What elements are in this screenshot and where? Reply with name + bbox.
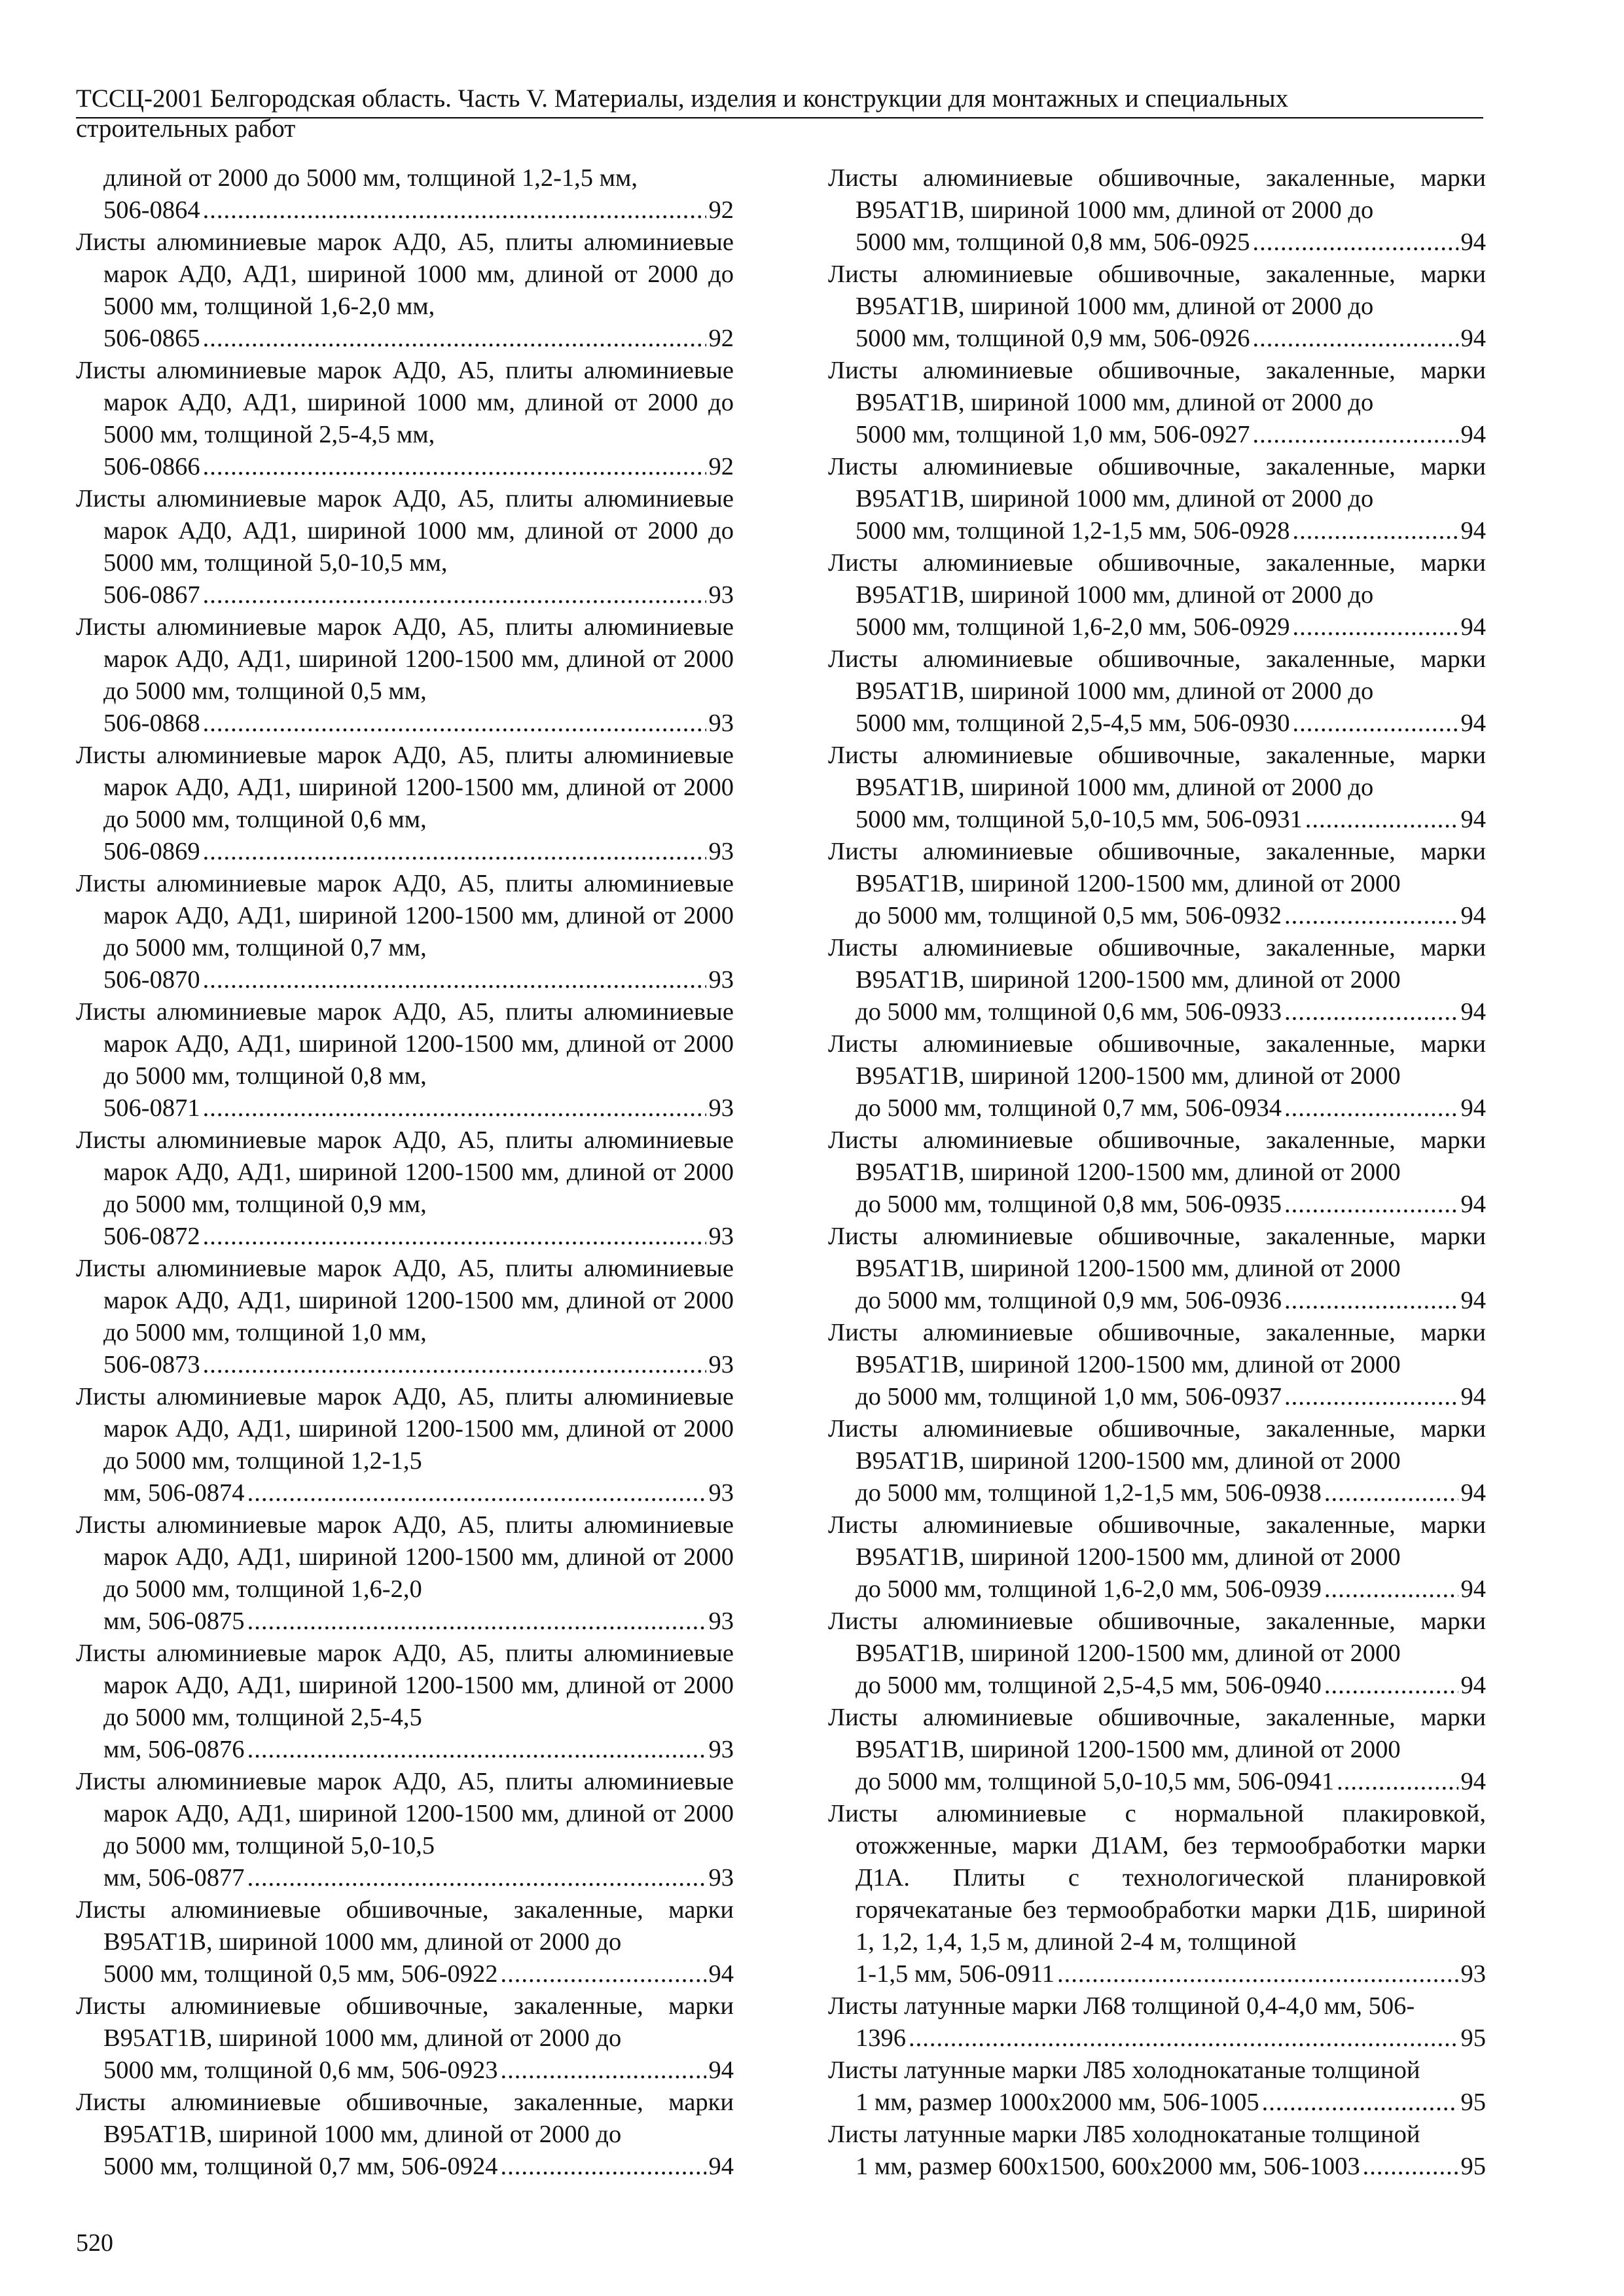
index-entry-page: 94	[1460, 998, 1486, 1026]
index-entry-text: Листы алюминиевые обшивочные, закаленные, марки В95АТ1В, шириной 1000 мм, длиной от 2000 до	[828, 742, 1486, 801]
index-entry-leader-line	[103, 323, 734, 355]
index-entry-leader-line	[856, 1573, 1486, 1605]
header-rule	[76, 117, 1483, 118]
index-entry-code: 506-0873	[103, 1351, 200, 1378]
index-entry-text: Листы алюминиевые обшивочные, закаленные, марки В95АТ1В, шириной 1200-1500 мм, длиной от 2000	[828, 1415, 1486, 1475]
dot-leader	[203, 1349, 706, 1381]
index-entry	[828, 2054, 1486, 2119]
index-entry-text: Листы алюминиевые марок АД0, А5, плиты алюминиевые марок АД0, АД1, шириной 1200-1500 мм, длиной от 2000 до 5000 мм, толщиной 0,6 мм,	[76, 742, 734, 833]
index-entry-code: мм, 506-0875	[103, 1607, 245, 1635]
index-entry-code: до 5000 мм, толщиной 1,2-1,5 мм, 506-0938	[856, 1479, 1322, 1507]
index-entry	[828, 2119, 1486, 2183]
index-entry	[76, 740, 734, 868]
index-entry-text: Листы алюминиевые обшивочные, закаленные, марки В95АТ1В, шириной 1000 мм, длиной от 2000 до	[828, 260, 1486, 320]
index-entry-leader-line	[103, 1477, 734, 1509]
index-entry-text: Листы алюминиевые марок АД0, А5, плиты алюминиевые марок АД0, АД1, шириной 1200-1500 мм, длиной от 2000 до 5000 мм, толщиной 0,7 мм,	[76, 870, 734, 961]
index-entry-code: 506-0869	[103, 838, 200, 865]
dot-leader	[1253, 226, 1458, 259]
index-entry-leader-line	[856, 1766, 1486, 1798]
index-entry-code: 1 мм, размер 600х1500, 600х2000 мм, 506-1003	[856, 2153, 1360, 2180]
dot-leader	[1284, 1285, 1458, 1317]
dot-leader	[501, 2054, 706, 2087]
index-entry-leader-line	[103, 1349, 734, 1381]
index-entry-code: 506-0867	[103, 581, 200, 609]
index-entry-leader-line	[856, 1477, 1486, 1509]
index-entry-page: 93	[708, 1223, 734, 1250]
index-entry-text: длиной от 2000 до 5000 мм, толщиной 1,2-1,5 мм,	[103, 164, 638, 192]
index-entry-code: до 5000 мм, толщиной 0,8 мм, 506-0935	[856, 1191, 1282, 1218]
dot-leader	[1363, 2151, 1458, 2183]
index-entry	[76, 1766, 734, 1894]
index-entry-text: Листы алюминиевые марок АД0, А5, плиты алюминиевые марок АД0, АД1, шириной 1200-1500 мм, длиной от 2000 до 5000 мм, толщиной 1,0 мм,	[76, 1255, 734, 1346]
dot-leader	[247, 1477, 706, 1509]
index-entry-text: Листы алюминиевые обшивочные, закаленные, марки В95АТ1В, шириной 1000 мм, длиной от 2000 до	[828, 357, 1486, 416]
index-entry-page: 93	[708, 1094, 734, 1122]
index-entry-text: Листы алюминиевые обшивочные, закаленные, марки В95АТ1В, шириной 1200-1500 мм, длиной от 2000	[828, 1126, 1486, 1186]
index-entry-page: 94	[1460, 1287, 1486, 1314]
index-entry-leader-line	[856, 2151, 1486, 2183]
index-entry	[828, 1413, 1486, 1509]
index-column-left	[76, 162, 734, 2183]
index-entry-text: Листы алюминиевые обшивочные, закаленные, марки В95АТ1В, шириной 1000 мм, длиной от 2000 до	[828, 164, 1486, 224]
dot-leader	[1057, 1958, 1458, 1990]
index-entry-page: 94	[1460, 902, 1486, 929]
index-entry-page: 95	[1460, 2024, 1486, 2052]
dot-leader	[501, 1958, 706, 1990]
index-entry-text: Листы алюминиевые марок АД0, А5, плиты алюминиевые марок АД0, АД1, шириной 1200-1500 мм, длиной от 2000 до 5000 мм, толщиной 2,5-4,5	[76, 1640, 734, 1731]
index-entry	[828, 1702, 1486, 1798]
index-entry-page: 94	[1460, 613, 1486, 641]
index-entry-text: Листы алюминиевые обшивочные, закаленные, марки В95АТ1В, шириной 1200-1500 мм, длиной от 2000	[828, 1319, 1486, 1378]
index-entry-code: 1 мм, размер 1000х2000 мм, 506-1005	[856, 2089, 1259, 2116]
index-entry	[828, 1605, 1486, 1702]
index-entry	[76, 355, 734, 483]
index-entry-leader-line	[103, 964, 734, 996]
index-entry-page: 94	[1460, 421, 1486, 448]
dot-leader	[203, 708, 706, 740]
index-entry-page: 94	[1460, 325, 1486, 352]
index-entry-code: до 5000 мм, толщиной 2,5-4,5 мм, 506-0940	[856, 1672, 1322, 1699]
index-entry	[76, 483, 734, 611]
index-entry-text: Листы латунные марки Л68 толщиной 0,4-4,0 мм, 506-	[828, 1992, 1415, 2020]
running-header-line2: строительных работ	[76, 115, 296, 143]
index-entry-page: 93	[708, 709, 734, 737]
index-entry-page: 94	[1460, 709, 1486, 737]
dot-leader	[909, 2022, 1458, 2054]
index-entry-code: 1-1,5 мм, 506-0911	[856, 1960, 1055, 1988]
index-entry-text: Листы алюминиевые обшивочные, закаленные, марки В95АТ1В, шириной 1200-1500 мм, длиной от 2000	[828, 1607, 1486, 1667]
index-entry-leader-line	[856, 226, 1486, 259]
index-entry-page: 93	[708, 1479, 734, 1507]
dot-leader	[203, 1221, 706, 1253]
dot-leader	[247, 1862, 706, 1894]
index-entry-page: 94	[1460, 1672, 1486, 1699]
index-entry-text: Листы алюминиевые обшивочные, закаленные, марки В95АТ1В, шириной 1000 мм, длиной от 2000 до	[828, 645, 1486, 705]
index-entry-page: 94	[1460, 228, 1486, 256]
index-entry	[828, 451, 1486, 547]
index-entry-code: до 5000 мм, толщиной 5,0-10,5 мм, 506-0941	[856, 1768, 1335, 1795]
dot-leader	[1292, 515, 1458, 547]
page-number: 520	[76, 2229, 113, 2257]
index-entry-leader-line	[103, 2151, 734, 2183]
index-entry-leader-line	[103, 194, 734, 226]
index-entry-code: до 5000 мм, толщиной 0,5 мм, 506-0932	[856, 902, 1282, 929]
index-entry-code: 506-0864	[103, 196, 200, 224]
index-entry-leader-line	[856, 1189, 1486, 1221]
index-entry	[828, 259, 1486, 355]
index-entry-leader-line	[856, 611, 1486, 643]
index-entry	[828, 162, 1486, 259]
index-entry	[76, 1381, 734, 1509]
index-entry-text: Листы алюминиевые обшивочные, закаленные, марки В95АТ1В, шириной 1200-1500 мм, длиной от 2000	[828, 934, 1486, 994]
index-column-right	[828, 162, 1486, 2183]
index-entry-code: 1396	[856, 2024, 906, 2052]
index-entry	[828, 932, 1486, 1028]
index-entry-page: 94	[708, 1960, 734, 1988]
index-entry-page: 93	[708, 838, 734, 865]
index-entry-leader-line	[103, 1605, 734, 1638]
index-entry-code: 5000 мм, толщиной 0,7 мм, 506-0924	[103, 2153, 498, 2180]
index-entry-leader-line	[856, 996, 1486, 1028]
index-entry-leader-line	[856, 1092, 1486, 1124]
index-entry-page: 93	[708, 1351, 734, 1378]
index-entry-leader-line	[103, 579, 734, 611]
index-entry-code: до 5000 мм, толщиной 0,6 мм, 506-0933	[856, 998, 1282, 1026]
index-entry-page: 94	[1460, 1479, 1486, 1507]
index-entry-page: 94	[1460, 1094, 1486, 1122]
index-entry-page: 92	[708, 196, 734, 224]
index-entry-page: 94	[1460, 517, 1486, 545]
index-entry-text: Листы алюминиевые марок АД0, А5, плиты алюминиевые марок АД0, АД1, шириной 1200-1500 мм, длиной от 2000 до 5000 мм, толщиной 1,6-2,0	[76, 1511, 734, 1603]
index-entry-leader-line	[856, 515, 1486, 547]
dot-leader	[1324, 1477, 1458, 1509]
index-entry	[76, 611, 734, 740]
index-entry-leader-line	[856, 1958, 1486, 1990]
index-entry-code: 5000 мм, толщиной 5,0-10,5 мм, 506-0931	[856, 806, 1303, 833]
dot-leader	[1292, 708, 1458, 740]
index-entry-text: Листы алюминиевые обшивочные, закаленные, марки В95АТ1В, шириной 1000 мм, длиной от 2000 до	[76, 1896, 734, 1956]
index-entry-text: Листы алюминиевые обшивочные, закаленные, марки В95АТ1В, шириной 1000 мм, длиной от 2000 до	[828, 453, 1486, 512]
dot-leader	[1284, 1092, 1458, 1124]
index-entry-page: 95	[1460, 2153, 1486, 2180]
index-entry-leader-line	[103, 836, 734, 868]
dot-leader	[1324, 1670, 1458, 1702]
index-entry-page: 93	[708, 1864, 734, 1892]
index-entry-page: 93	[708, 1736, 734, 1763]
dot-leader	[1262, 2087, 1458, 2119]
index-entry-page: 95	[1460, 2089, 1486, 2116]
dot-leader	[203, 1092, 706, 1124]
index-entry-leader-line	[856, 2087, 1486, 2119]
index-entry-text: Листы алюминиевые марок АД0, А5, плиты алюминиевые марок АД0, АД1, шириной 1000 мм, длиной от 2000 до 5000 мм, толщиной 1,6-2,0 мм,	[76, 228, 734, 320]
index-entry-leader-line	[103, 1958, 734, 1990]
index-entry-code: 5000 мм, толщиной 1,6-2,0 мм, 506-0929	[856, 613, 1290, 641]
index-entry-page: 92	[708, 453, 734, 480]
index-entry-page: 94	[1460, 1575, 1486, 1603]
index-entry-leader-line	[856, 804, 1486, 836]
dot-leader	[1292, 611, 1458, 643]
index-entry-text: Листы латунные марки Л85 холоднокатаные толщиной	[828, 2121, 1420, 2148]
dot-leader	[1253, 419, 1458, 451]
index-entry-text: Листы алюминиевые обшивочные, закаленные, марки В95АТ1В, шириной 1200-1500 мм, длиной от 2000	[828, 838, 1486, 897]
index-entry-code: до 5000 мм, толщиной 0,9 мм, 506-0936	[856, 1287, 1282, 1314]
index-entry-code: 5000 мм, толщиной 0,6 мм, 506-0923	[103, 2056, 498, 2084]
index-entry-page: 94	[1460, 806, 1486, 833]
index-entry	[76, 1509, 734, 1638]
index-entry-leader-line	[103, 1862, 734, 1894]
index-entry-text: Листы алюминиевые марок АД0, А5, плиты алюминиевые марок АД0, АД1, шириной 1000 мм, длиной от 2000 до 5000 мм, толщиной 2,5-4,5 мм,	[76, 357, 734, 448]
index-entry-leader-line	[856, 708, 1486, 740]
index-entry-code: 506-0870	[103, 966, 200, 994]
index-entry-code: 5000 мм, толщиной 1,2-1,5 мм, 506-0928	[856, 517, 1290, 545]
dot-leader	[1284, 1381, 1458, 1413]
index-entry	[76, 996, 734, 1124]
index-entry-page: 93	[708, 966, 734, 994]
index-entry-leader-line	[103, 1221, 734, 1253]
index-entry-text: Листы алюминиевые обшивочные, закаленные, марки В95АТ1В, шириной 1200-1500 мм, длиной от 2000	[828, 1223, 1486, 1282]
dot-leader	[203, 579, 706, 611]
index-entry-code: 5000 мм, толщиной 2,5-4,5 мм, 506-0930	[856, 709, 1290, 737]
index-entry-text: Листы алюминиевые обшивочные, закаленные, марки В95АТ1В, шириной 1000 мм, длиной от 2000 до	[76, 1992, 734, 2052]
index-entry-code: до 5000 мм, толщиной 1,6-2,0 мм, 506-0939	[856, 1575, 1322, 1603]
index-entry	[103, 162, 734, 226]
index-entry-code: мм, 506-0876	[103, 1736, 245, 1763]
dot-leader	[1253, 323, 1458, 355]
dot-leader	[501, 2151, 706, 2183]
index-entry-code: 506-0866	[103, 453, 200, 480]
index-entry-page: 94	[708, 2153, 734, 2180]
index-entry-page: 94	[1460, 1191, 1486, 1218]
index-entry-code: 506-0865	[103, 325, 200, 352]
index-entry-leader-line	[856, 1381, 1486, 1413]
index-entry-text: Листы алюминиевые марок АД0, А5, плиты алюминиевые марок АД0, АД1, шириной 1200-1500 мм, длиной от 2000 до 5000 мм, толщиной 0,5 мм,	[76, 613, 734, 705]
index-entry	[828, 547, 1486, 643]
index-entry-code: 506-0872	[103, 1223, 200, 1250]
dot-leader	[1284, 996, 1458, 1028]
index-entry	[828, 1124, 1486, 1221]
index-entry	[828, 1317, 1486, 1413]
index-entry-text: Листы алюминиевые обшивочные, закаленные, марки В95АТ1В, шириной 1200-1500 мм, длиной от 2000	[828, 1030, 1486, 1090]
index-entry-code: до 5000 мм, толщиной 1,0 мм, 506-0937	[856, 1383, 1282, 1410]
index-entry-leader-line	[103, 708, 734, 740]
index-entry	[828, 1509, 1486, 1605]
index-entry	[828, 1028, 1486, 1124]
index-entry-code: 5000 мм, толщиной 1,0 мм, 506-0927	[856, 421, 1250, 448]
index-entry	[828, 1990, 1486, 2054]
index-entry	[828, 1221, 1486, 1317]
index-entry-leader-line	[856, 1285, 1486, 1317]
dot-leader	[203, 323, 706, 355]
running-header	[76, 84, 1483, 144]
dot-leader	[203, 964, 706, 996]
index-entry	[76, 1638, 734, 1766]
index-entry-text: Листы алюминиевые обшивочные, закаленные, марки В95АТ1В, шириной 1200-1500 мм, длиной от 2000	[828, 1511, 1486, 1571]
index-entry-text: Листы алюминиевые обшивочные, закаленные, марки В95АТ1В, шириной 1000 мм, длиной от 2000 до	[828, 549, 1486, 609]
index-entry-leader-line	[103, 2054, 734, 2087]
index-entry-leader-line	[103, 1092, 734, 1124]
dot-leader	[1324, 1573, 1458, 1605]
index-entry	[76, 1990, 734, 2087]
index-entry-text: Листы алюминиевые марок АД0, А5, плиты алюминиевые марок АД0, АД1, шириной 1200-1500 мм, длиной от 2000 до 5000 мм, толщиной 0,9 мм,	[76, 1126, 734, 1218]
index-entry-code: 5000 мм, толщиной 0,9 мм, 506-0926	[856, 325, 1250, 352]
index-entry-leader-line	[856, 2022, 1486, 2054]
index-entry	[76, 226, 734, 355]
running-header-line1: ТССЦ-2001 Белгородская область. Часть V. Материалы, изделия и конструкции для монтажных и специальных	[76, 84, 1289, 113]
index-entry-text: Листы латунные марки Л85 холоднокатаные толщиной	[828, 2056, 1420, 2084]
index-entry-page: 92	[708, 325, 734, 352]
dot-leader	[1305, 804, 1458, 836]
index-entry	[76, 2087, 734, 2183]
index-entry-leader-line	[856, 1670, 1486, 1702]
index-entry-leader-line	[856, 900, 1486, 932]
index-entry-page: 93	[1460, 1960, 1486, 1988]
dot-leader	[1284, 1189, 1458, 1221]
dot-leader	[203, 194, 706, 226]
dot-leader	[1337, 1766, 1458, 1798]
index-entry	[828, 740, 1486, 836]
index-entry-text: Листы алюминиевые марок АД0, А5, плиты алюминиевые марок АД0, АД1, шириной 1200-1500 мм, длиной от 2000 до 5000 мм, толщиной 0,8 мм,	[76, 998, 734, 1090]
index-entry-code: 506-0868	[103, 709, 200, 737]
index-entry	[828, 836, 1486, 932]
dot-leader	[203, 451, 706, 483]
index-entry	[76, 1894, 734, 1990]
index-entry	[76, 868, 734, 996]
index-entry-code: мм, 506-0877	[103, 1864, 245, 1892]
index-entry-text: Листы алюминиевые с нормальной плакировкой, отожженные, марки Д1АМ, без термообработки марки Д1А. Плиты с технологической планировкой горячекатаные без термообработки марки Д1Б, шириной 1, 1,2, 1,4, 1,5 м, длиной 2-4 м, толщиной	[828, 1800, 1486, 1956]
dot-leader	[203, 836, 706, 868]
dot-leader	[1284, 900, 1458, 932]
index-entry-code: мм, 506-0874	[103, 1479, 245, 1507]
index-entry	[828, 1798, 1486, 1990]
index-entry-text: Листы алюминиевые марок АД0, А5, плиты алюминиевые марок АД0, АД1, шириной 1200-1500 мм, длиной от 2000 до 5000 мм, толщиной 1,2-1,5	[76, 1383, 734, 1475]
index-entry-code: 5000 мм, толщиной 0,8 мм, 506-0925	[856, 228, 1250, 256]
index-entry-page: 94	[1460, 1768, 1486, 1795]
dot-leader	[247, 1605, 706, 1638]
index-entry	[76, 1124, 734, 1253]
index-entry-code: 506-0871	[103, 1094, 200, 1122]
index-entry-page: 93	[708, 581, 734, 609]
index-entry	[828, 643, 1486, 740]
index-entry-page: 94	[1460, 1383, 1486, 1410]
index-entry-leader-line	[103, 451, 734, 483]
index-entry-text: Листы алюминиевые обшивочные, закаленные, марки В95АТ1В, шириной 1000 мм, длиной от 2000 до	[76, 2089, 734, 2148]
index-entry-leader-line	[856, 323, 1486, 355]
index-entry-leader-line	[103, 1734, 734, 1766]
index-entry-text: Листы алюминиевые обшивочные, закаленные, марки В95АТ1В, шириной 1200-1500 мм, длиной от 2000	[828, 1704, 1486, 1763]
index-entry-page: 93	[708, 1607, 734, 1635]
index-entry-text: Листы алюминиевые марок АД0, А5, плиты алюминиевые марок АД0, АД1, шириной 1000 мм, длиной от 2000 до 5000 мм, толщиной 5,0-10,5 мм,	[76, 485, 734, 577]
index-entry	[828, 355, 1486, 451]
index-entry-code: 5000 мм, толщиной 0,5 мм, 506-0922	[103, 1960, 498, 1988]
index-entry-text: Листы алюминиевые марок АД0, А5, плиты алюминиевые марок АД0, АД1, шириной 1200-1500 мм, длиной от 2000 до 5000 мм, толщиной 5,0-10,5	[76, 1768, 734, 1859]
index-entry-code: до 5000 мм, толщиной 0,7 мм, 506-0934	[856, 1094, 1282, 1122]
index-entry-page: 94	[708, 2056, 734, 2084]
index-entry-leader-line	[856, 419, 1486, 451]
dot-leader	[247, 1734, 706, 1766]
index-entry	[76, 1253, 734, 1381]
